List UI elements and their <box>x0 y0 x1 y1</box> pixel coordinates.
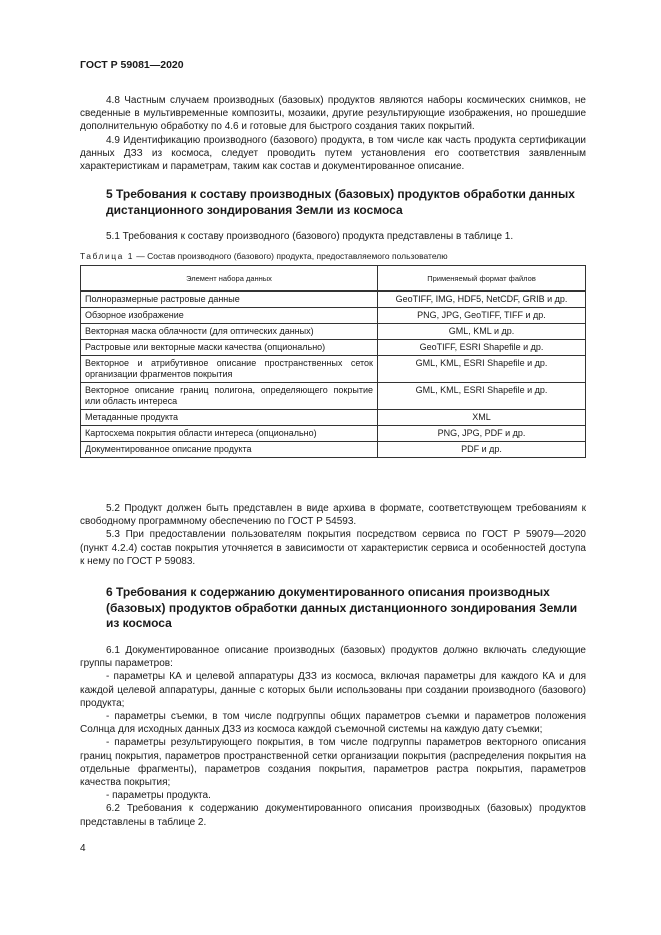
paragraphs-5-2-5-3 <box>80 502 586 568</box>
table-row <box>81 291 586 308</box>
table-cell-format: GML, KML, ESRI Shapefile и др. <box>378 383 586 410</box>
page-number: 4 <box>80 843 86 854</box>
paragraph-5-3: 5.3 При предоставлении пользователям покрытия посредством сервиса по ГОСТ Р 59079—2020 (пункт 4.2.4) состав покрытия уточняется в зависимости от характеристик сервиса и особенностей доступа к нему по ГОСТ Р 59083. <box>80 529 586 567</box>
table-cell-element: Метаданные продукта <box>81 410 378 426</box>
table-cell-element: Векторное описание границ полигона, определяющего покрытие или область интереса <box>81 383 378 410</box>
table-row <box>81 383 586 410</box>
table-cell-element: Растровые или векторные маски качества (опционально) <box>81 340 378 356</box>
table-row <box>81 410 586 426</box>
table-row <box>81 426 586 442</box>
table-cell-format: GML, KML, ESRI Shapefile и др. <box>378 356 586 383</box>
table-row <box>81 340 586 356</box>
table-header-element: Элемент набора данных <box>81 266 378 292</box>
paragraph-6-1: 6.1 Документированное описание производных (базовых) продуктов должно включать следующие группы параметров: <box>80 645 586 670</box>
paragraph-4-8: 4.8 Частным случаем производных (базовых) продуктов являются наборы космических снимков, не сведенные в мультивременные композиты, мозаики, другие результирующие изображения, но прошедшие дополнительную обработку по 4.6 и готовые для быстрого создания таких покрытий. <box>80 95 586 133</box>
list-item: - параметры КА и целевой аппаратуры ДЗЗ из космоса, включая параметры для каждого КА и для каждой целевой аппаратуры, данные с которых были использованы при создании производного (базового) продукта; <box>80 671 586 709</box>
list-item: - параметры результирующего покрытия, в том числе подгруппы параметров векторного описания границ покрытия, параметров пространственной сетки организации покрытия (распределения покрытия на отдельные фрагменты), параметров создания покрытия, параметров растра покрытия, параметров качества покрытия; <box>80 737 586 789</box>
table-cell-format: GeoTIFF, IMG, HDF5, NetCDF, GRIB и др. <box>378 291 586 308</box>
table-row <box>81 324 586 340</box>
table-cell-format: PDF и др. <box>378 442 586 458</box>
table-cell-format: GML, KML и др. <box>378 324 586 340</box>
list-item: - параметры съемки, в том числе подгруппы общих параметров съемки и параметров положения Солнца для исходных данных ДЗЗ из космоса каждой съемочной системы на каждую дату съемки; <box>80 711 586 736</box>
table-row <box>81 356 586 383</box>
table-cell-element: Векторная маска облачности (для оптических данных) <box>81 324 378 340</box>
table-1-title: — Состав производного (базового) продукта, предоставляемого пользователю <box>133 251 448 261</box>
table-cell-format: GeoTIFF, ESRI Shapefile и др. <box>378 340 586 356</box>
paragraph-5-1: 5.1 Требования к составу производного (базового) продукта представлены в таблице 1. <box>106 231 514 242</box>
table-cell-element: Обзорное изображение <box>81 308 378 324</box>
paragraph-4-9: 4.9 Идентификацию производного (базового) продукта, в том числе как часть продукта сертификации данных ДЗЗ из космоса, следует проводить путем установления его соответствия заявленным характеристикам и параметрам, таким как состав и документированное описание. <box>80 134 586 173</box>
table-cell-element: Полноразмерные растровые данные <box>81 291 378 308</box>
table-header-row <box>81 266 586 292</box>
table-row <box>81 442 586 458</box>
table-1-caption <box>80 251 448 261</box>
table-cell-element: Векторное и атрибутивное описание пространственных сеток организации фрагментов покрытия <box>81 356 378 383</box>
table-cell-format: PNG, JPG, GeoTIFF, TIFF и др. <box>378 308 586 324</box>
paragraph-5-2: 5.2 Продукт должен быть представлен в виде архива в формате, соответствующем требованиям к свободному программному обеспечению по ГОСТ Р 54593. <box>80 503 586 528</box>
table-cell-format: XML <box>378 410 586 426</box>
section-5-heading: 5 Требования к составу производных (базовых) продуктов обработки данных дистанционного зондирования Земли из космоса <box>106 187 575 217</box>
table-1 <box>80 265 586 458</box>
table-header-format: Применяемый формат файлов <box>378 266 586 292</box>
table-cell-element: Картосхема покрытия области интереса (опционально) <box>81 426 378 442</box>
paragraphs-4-8-4-9 <box>80 94 586 173</box>
table-cell-element: Документированное описание продукта <box>81 442 378 458</box>
standard-code: ГОСТ Р 59081—2020 <box>80 59 184 71</box>
paragraph-6-2: 6.2 Требования к содержанию документированного описания производных (базовых) продуктов представлены в таблице 2. <box>80 803 586 828</box>
table-1-label: Таблица 1 <box>80 251 134 261</box>
table-cell-format: PNG, JPG, PDF и др. <box>378 426 586 442</box>
list-item: - параметры продукта. <box>106 790 211 802</box>
table-row <box>81 308 586 324</box>
section-6-body <box>80 644 586 829</box>
section-6-heading: 6 Требования к содержанию документированного описания производных (базовых) продуктов обработки данных дистанционного зондирования Земли из космоса <box>106 585 578 630</box>
